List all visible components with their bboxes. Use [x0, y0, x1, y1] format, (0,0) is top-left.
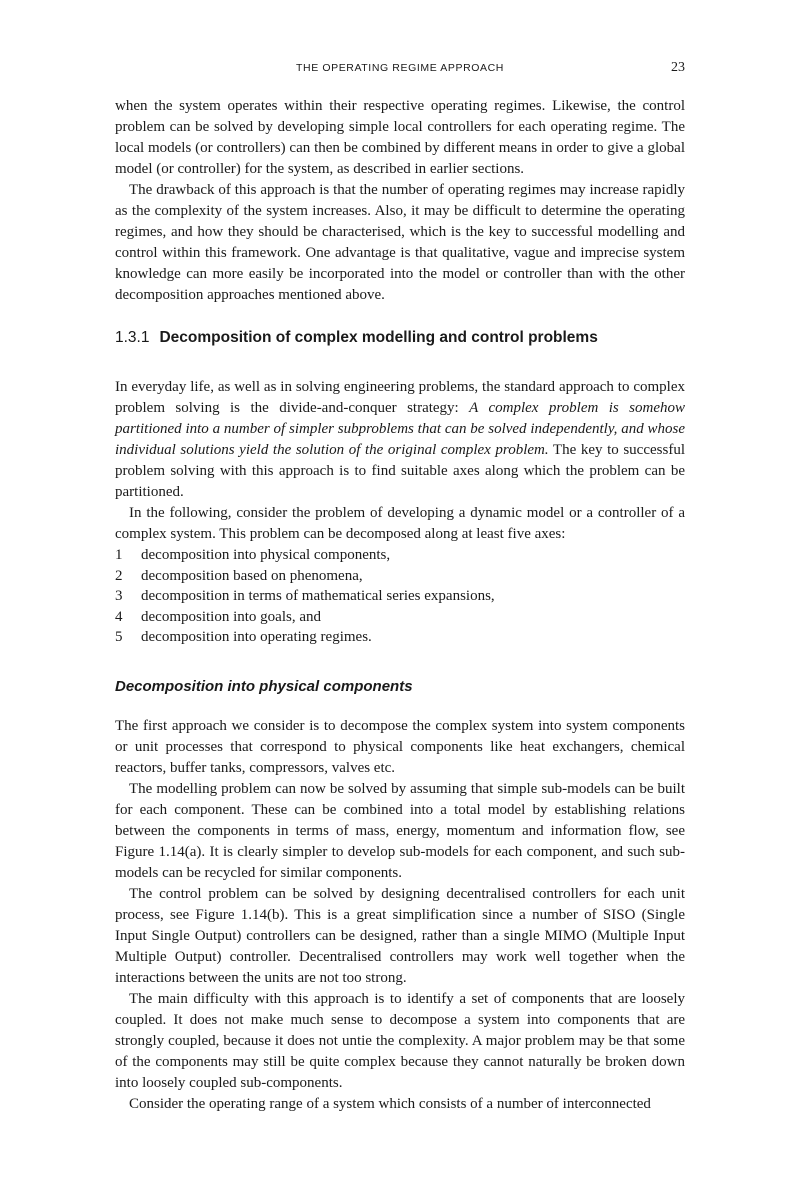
- intro-paragraph: The drawback of this approach is that the number of operating regimes may increase rapidly as the complexity of the system increases. Also, it may be difficult to determine the operating regimes, and how they should be characterised, which is the key to successful modelling and control within this framework. One advantage is that qualitative, vague and imprecise system knowledge can more easily be incorporated into the model or controller than with the other decomposition approaches mentioned above.: [115, 182, 685, 303]
- list-item-number: 3: [115, 588, 123, 605]
- running-head: [115, 60, 685, 78]
- strategy-intro-text: In everyday life, as well as in solving engineering problems, the standard approach to complex problem solving is the divide-and-conquer strategy:: [115, 379, 685, 416]
- section-heading: [115, 329, 685, 347]
- list-item-text: decomposition in terms of mathematical series expansions,: [141, 588, 495, 605]
- strategy-definition-italic: A complex problem is somehow partitioned into a number of simpler subproblems that can be solved independently, and whose individual solutions yield the solution of the original complex problem.: [115, 400, 686, 458]
- subsection-paragraph: The first approach we consider is to decompose the complex system into system components or unit processes that correspond to physical components like heat exchangers, chemical reactors, buffer tanks, compressors, valves etc.: [115, 717, 685, 776]
- list-item-number: 4: [115, 608, 123, 625]
- intro-paragraph: when the system operates within their respective operating regimes. Likewise, the control problem can be solved by developing simple local controllers for each operating regime. The local models (or controllers) can then be combined by different means in order to give a global model (or controller) for the system, as described in earlier sections.: [115, 98, 685, 177]
- list-item-text: decomposition into goals, and: [141, 608, 321, 625]
- list-item-number: 1: [115, 547, 123, 563]
- section-paragraph: In the following, consider the problem of developing a dynamic model or a controller of a complex system. This problem can be decomposed along at least five axes:: [115, 505, 685, 542]
- list-item-text: decomposition based on phenomena,: [141, 567, 363, 584]
- list-item: [115, 566, 685, 587]
- list-item-text: decomposition into physical components,: [141, 547, 391, 563]
- subsection-heading: Decomposition into physical components: [115, 677, 413, 695]
- list-item: [115, 586, 685, 607]
- subsection-paragraph: The modelling problem can now be solved by assuming that simple sub-models can be built for each component. These can be combined into a total model by establishing relations between the components in terms of mass, energy, momentum and information flow, see Figure 1.14(a). It is clearly simpler to develop sub-models for each component, and such sub-models can be recycled for similar components.: [115, 780, 685, 881]
- section-title: Decomposition of complex modelling and control problems: [159, 329, 598, 346]
- section-number: 1.3.1: [115, 329, 150, 346]
- subsection-paragraph: The control problem can be solved by designing decentralised controllers for each unit process, see Figure 1.14(b). This is a great simplification since a number of SISO (Single Input Single Output) controllers can be designed, rather than a single MIMO (Multiple Input Multiple Output) controller. Decentralised controllers may work well together when the interactions between the units are not too strong.: [115, 885, 685, 986]
- strategy-conclusion-text: The key to successful problem solving with this approach is to find suitable axes along which the problem can be partitioned.: [115, 442, 685, 500]
- running-title: THE OPERATING REGIME APPROACH: [296, 62, 504, 74]
- list-item-number: 5: [115, 629, 123, 646]
- page-number: 23: [671, 60, 685, 75]
- section-paragraph: [115, 377, 685, 503]
- list-item-number: 2: [115, 567, 123, 584]
- decomposition-axes-list: [115, 545, 685, 648]
- list-item-text: decomposition into operating regimes.: [141, 629, 372, 646]
- list-item: [115, 627, 685, 648]
- page-body: [115, 96, 685, 1115]
- list-item: [115, 545, 685, 566]
- list-item: [115, 607, 685, 628]
- subsection-paragraph: The main difficulty with this approach is to identify a set of components that are loosely coupled. It does not make much sense to decompose a system into components that are strongly coupled, because it does not untie the complexity. A major problem may be that some of the components may still be quite complex because they cannot naturally be broken down into loosely coupled sub-components.: [115, 990, 685, 1091]
- subsection-paragraph: Consider the operating range of a system which consists of a number of interconnected: [129, 1095, 651, 1112]
